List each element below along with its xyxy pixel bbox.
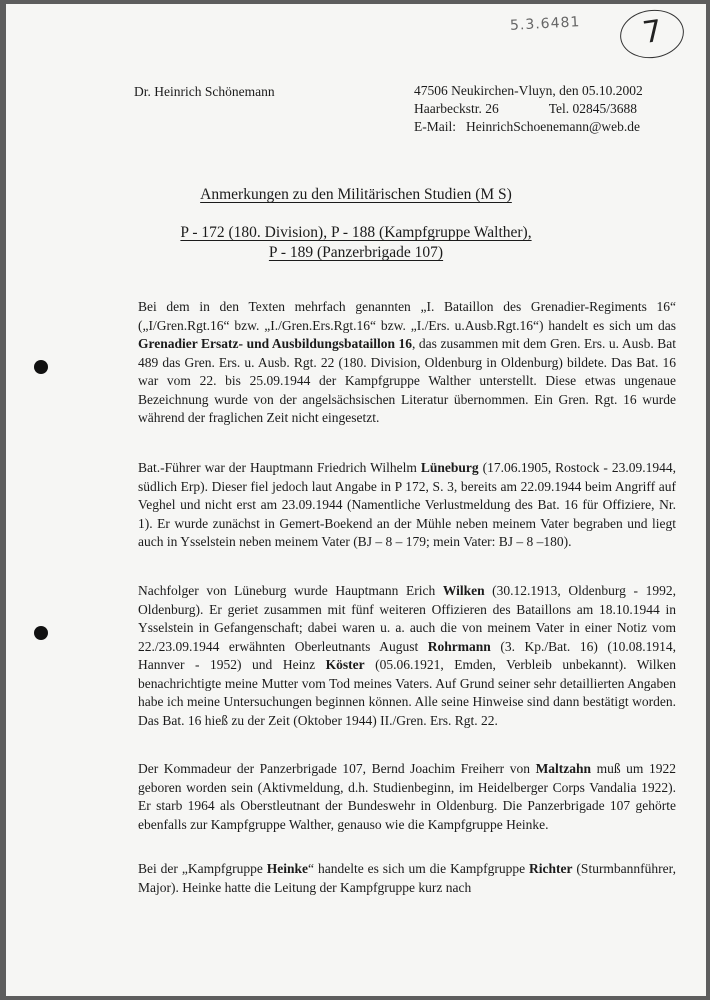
sender-address-block: [414, 82, 643, 136]
paragraph-4: [138, 760, 676, 834]
circled-number-text: 7: [640, 13, 665, 52]
punch-hole-lower: [34, 626, 48, 640]
paragraph-3-text-g: (05.06.1921, Emden, Verbleib unbekannt). Wilken benachrichtigte meine Mutter vom Tod meines Vaters. Auf Grund seiner sehr detaillierten Angaben habe ich meine Untersuchungen beginnen können. Alle seine Hinweise sind dann bestätigt worden. Das Bat. 16 hieß zu der Zeit (Oktober 1944) II./Gren. Ers. Rgt. 22.: [138, 657, 676, 728]
paragraph-2-text-a: Bat.-Führer war der Hauptmann Friedrich Wilhelm: [138, 460, 421, 475]
paragraph-1-text-a: Bei dem in den Texten mehrfach genannten „I. Bataillon des Grenadier-Regiments 16“ („I/Gren.Rgt.16“ bzw. „I./Gren.Ers.Rgt.16“ bzw. „I./Ers. u.Ausb.Rgt.16“) handelt es sich um das: [138, 299, 676, 333]
document-subtitle-line1: P - 172 (180. Division), P - 188 (Kampfgruppe Walther),: [180, 224, 532, 241]
address-email-row: [414, 118, 643, 136]
address-street: Haarbeckstr. 26: [414, 101, 499, 116]
paragraph-3-text-e: (3. Kp./Bat. 16) (10.08.1914, Hannver - 1952) und Heinz: [138, 638, 676, 672]
paragraph-1: [138, 298, 676, 428]
punch-hole-upper: [34, 360, 48, 374]
paragraph-1-text-c: , das zusammen mit dem Gren. Ers. u. Ausb. Bat 489 das Gren. Ers. u. Ausb. Rgt. 22 (180. Division, Oldenburg in Oldenburg) bildete. Das Bat. 16 war vom 22. bis 25.09.1944 der Kampfgruppe Walther unterstellt. Diese etwas ungenaue Bezeichnung wurde von der angelsächsischen Literatur übernommen. Ein Gren. Rgt. 16 wurde während der fraglichen Zeit nicht eingesetzt.: [138, 336, 676, 425]
paragraph-5-text-c: “ handelte es sich um die Kampfgruppe: [308, 861, 530, 876]
paragraph-4-bold-maltzahn: Maltzahn: [535, 761, 592, 776]
paragraph-3-bold-koester: Köster: [325, 657, 365, 672]
paragraph-5-bold-heinke: Heinke: [266, 861, 309, 876]
paragraph-2-text-c: (17.06.1905, Rostock - 23.09.1944, südlich Erp). Dieser fiel jedoch laut Angabe in P 172, S. 3, bereits am 22.09.1944 beim Angriff auf Veghel und nicht erst am 23.09.1944 (Namentliche Verlustmeldung des Bat. 16 für Offiziere, Nr. 1). Er wurde zunächst in Gemert-Boekend an der Mühle neben meinem Vater begraben und liegt auch in Ysselstein neben meinem Vater (BJ – 8 – 179; mein Vater: BJ – 8 –180).: [138, 460, 676, 549]
paragraph-1-bold-unit: Grenadier Ersatz- und Ausbildungsbataillon 16: [138, 336, 413, 351]
document-page: [6, 4, 706, 996]
address-phone: Tel. 02845/3688: [548, 101, 638, 116]
circled-page-number: [617, 6, 687, 62]
email-address: HeinrichSchoenemann@web.de: [466, 119, 640, 134]
sender-name: Dr. Heinrich Schönemann: [134, 84, 275, 99]
paragraph-5-text-e: (Sturmbannführer, Major). Heinke hatte die Leitung der Kampfgruppe kurz nach: [138, 861, 676, 895]
paragraph-3: [138, 582, 676, 730]
paragraph-2-bold-name: Lüneburg: [420, 460, 479, 475]
paragraph-4-text-a: Der Kommadeur der Panzerbrigade 107, Bernd Joachim Freiherr von: [138, 761, 536, 776]
handwritten-archive-number: 5.3.6481: [509, 14, 581, 34]
email-label: E-Mail:: [414, 119, 456, 134]
document-title: Anmerkungen zu den Militärischen Studien (M S): [200, 186, 512, 203]
paragraph-4-text-c: muß um 1922 geboren worden sein (Aktivmeldung, d.h. Studienbeginn, im Heidelberger Corps Vandalia 1922). Er starb 1964 als Oberstleutnant der Bundeswehr in Oldenburg. Die Panzerbrigade 107 gehörte ebenfalls zur Kampfgruppe Walther, genauso wie die Kampfgruppe Heinke.: [138, 761, 676, 832]
document-subtitle-line2: P - 189 (Panzerbrigade 107): [268, 244, 444, 261]
address-city-date: 47506 Neukirchen-Vluyn, den 05.10.2002: [414, 83, 643, 98]
address-street-row: [414, 100, 643, 118]
paragraph-3-bold-wilken: Wilken: [442, 583, 485, 598]
paragraph-5-bold-richter: Richter: [529, 861, 573, 876]
paragraph-5-text-a: Bei der „Kampfgruppe: [138, 861, 267, 876]
paragraph-2: [138, 459, 676, 552]
paragraph-5: [138, 860, 676, 897]
paragraph-3-text-a: Nachfolger von Lüneburg wurde Hauptmann Erich: [138, 583, 443, 598]
paragraph-3-bold-rohrmann: Rohrmann: [427, 638, 491, 654]
paragraph-3-text-c: (30.12.1913, Oldenburg - 1992, Oldenburg). Er geriet zusammen mit fünf weiteren Offizieren des Bataillons am 18.10.1944 in Ysselstein in Gefangenschaft; dabei waren u. a. auch die von meinem Vater in einer Notiz vom 22./23.09.1944 erwähnten Oberleutnants August: [138, 583, 676, 654]
